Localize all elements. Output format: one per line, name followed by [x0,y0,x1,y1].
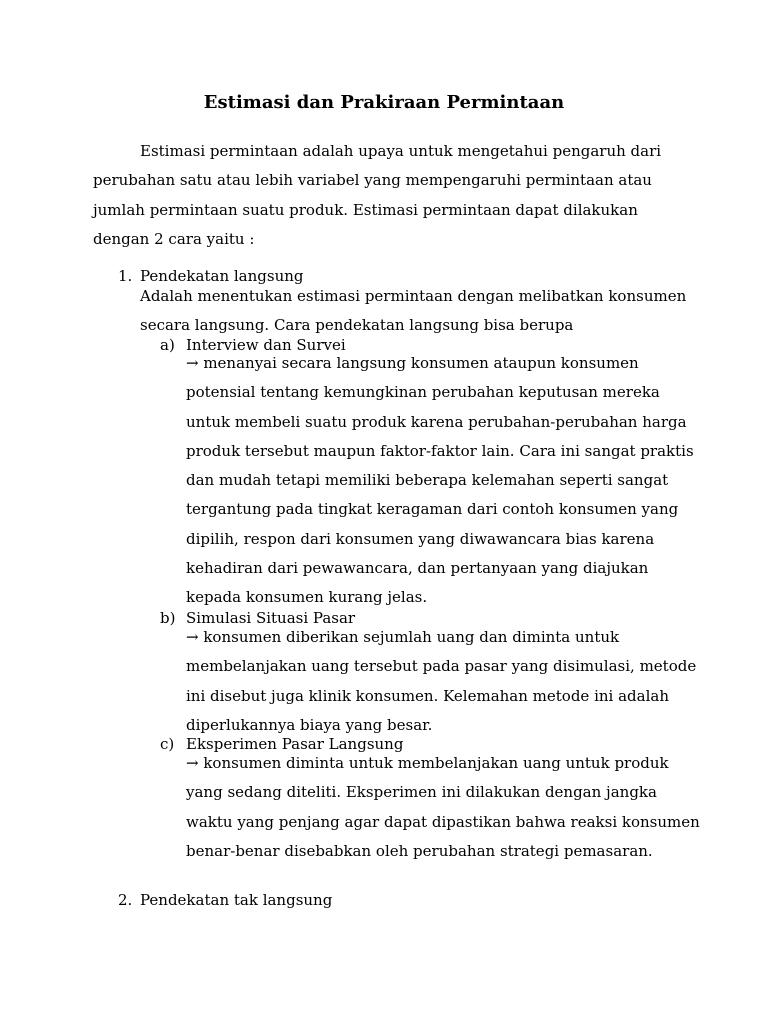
sub-item-letter: a) [160,336,175,354]
sub-item-body: → konsumen diminta untuk membelanjakan uang untuk produk yang sedang diteliti. Eksperimen ini dilakukan dengan jangka waktu yang penjang agar dapat dipastikan bahwa reaksi konsumen benar-benar disebabkan oleh perubahan strategi pemasaran. [186,754,700,860]
sub-item-heading: Eksperimen Pasar Langsung [186,735,404,753]
sub-item-letter: c) [160,735,175,753]
list-item-number: 2. [118,891,133,909]
sub-item-body: → konsumen diberikan sejumlah uang dan diminta untuk membelanjakan uang tersebut pada pasar yang disimulasi, metode ini disebut juga klinik konsumen. Kelemahan metode ini adalah diperlukannya biaya yang besar. [186,628,697,734]
list-item-number: 1. [118,267,133,285]
list-item-heading: Pendekatan langsung [140,267,304,285]
sub-item-letter: b) [160,609,176,627]
document-title: Estimasi dan Prakiraan Permintaan [203,92,565,113]
sub-item-heading: Interview dan Survei [186,336,346,354]
intro-paragraph: Estimasi permintaan adalah upaya untuk mengetahui pengaruh dari perubahan satu atau lebih variabel yang mempengaruhi permintaan atau jumlah permintaan suatu produk. Estimasi permintaan dapat dilakukan dengan 2 cara yaitu : [93,142,662,248]
sub-item-body: → menanyai secara langsung konsumen ataupun konsumen potensial tentang kemungkinan perubahan keputusan mereka untuk membeli suatu produk karena perubahan-perubahan harga produk tersebut maupun faktor-faktor lain. Cara ini sangat praktis dan mudah tetapi memiliki beberapa kelemahan seperti sangat tergantung pada tingkat keragaman dari contoh konsumen yang dipilih, respon dari konsumen yang diwawancara bias karena kehadiran dari pewawancara, dan pertanyaan yang diajukan kepada konsumen kurang jelas. [186,354,694,607]
list-item-body: Adalah menentukan estimasi permintaan dengan melibatkan konsumen secara langsung. Cara pendekatan langsung bisa berupa [140,287,687,335]
list-item-heading: Pendekatan tak langsung [140,891,333,909]
sub-item-heading: Simulasi Situasi Pasar [186,609,356,627]
